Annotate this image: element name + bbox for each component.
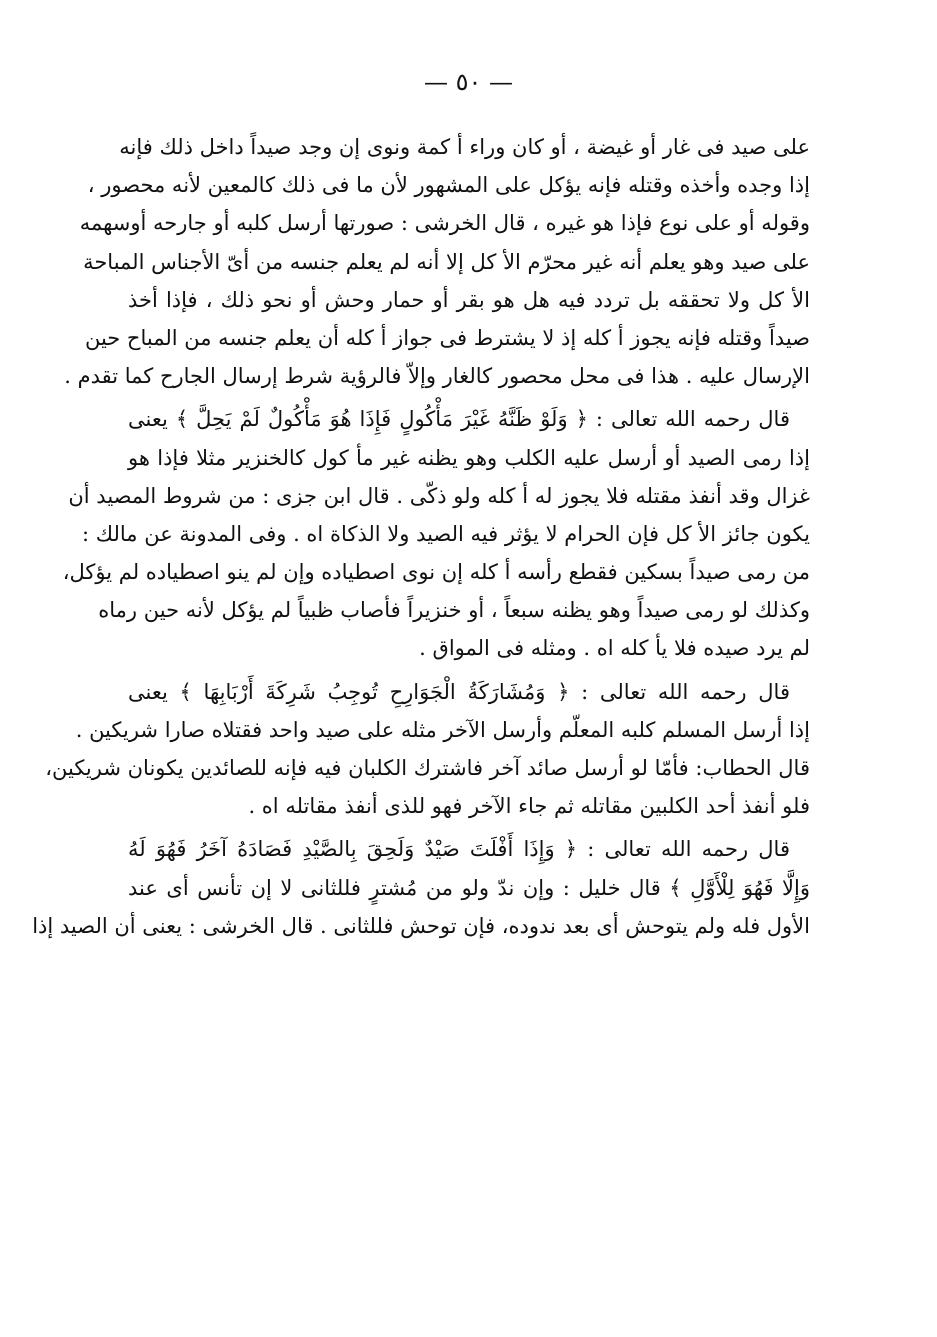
text-line: قال رحمه الله تعالى : ﴿ وَإِذَا أَفْلَتَ صَيْدٌ وَلَحِقَ بِالصَّيْدِ فَصَادَهُ آخَرُ فَهُوَ لَهُ xyxy=(128,837,790,862)
text-line: الأول فله ولم يتوحش أى بعد ندوده، فإن توحش فللثانى . قال الخرشى : يعنى أن الصيد إذا xyxy=(32,913,810,938)
text-line: يكون جائز الأ كل فإن الحرام لا يؤثر فيه الصيد ولا الذكاة اه . وفى المدونة عن مالك : xyxy=(82,521,810,546)
text-line: وكذلك لو رمى صيداً وهو يظنه سبعاً ، أو خنزيراً فأصاب ظبياً لم يؤكل لأنه حين رماه xyxy=(98,598,810,623)
paragraph-2 xyxy=(62,400,810,667)
text-line: الإرسال عليه . هذا فى محل محصور كالغار وإلاّ فالرؤية شرط إرسال الجارح كما تقدم . xyxy=(64,364,810,389)
paragraph-4 xyxy=(32,830,810,945)
text-line: غزال وقد أنفذ مقتله فلا يجوز له أ كله ولو ذكّى . قال ابن جزى : من شروط المصيد أن xyxy=(68,483,810,508)
text-line: قال رحمه الله تعالى : ﴿ وَمُشَارَكَةُ الْجَوَارِحِ تُوجِبُ شَرِكَةَ أَرْبَابِهَا ﴾ يعنى xyxy=(128,679,790,704)
text-line: وَإِلَّا فَهُوَ لِلْأَوَّلِ ﴾ قال خليل : وإن ندّ ولو من مُشترٍ فللثانى لا إن تأنس أى عند xyxy=(128,875,810,900)
paragraph-3 xyxy=(45,673,810,826)
text-line: لم يرد صيده فلا يأ كله اه . ومثله فى المواق . xyxy=(419,636,810,661)
text-line: قال رحمه الله تعالى : ﴿ وَلَوْ ظَنَّهُ غَيْرَ مَأْكُولٍ فَإِذَا هُوَ مَأْكُولٌ لَمْ يَحِلَّ ﴾ يعنى xyxy=(128,407,790,432)
page-body xyxy=(32,128,810,945)
paragraph-1 xyxy=(64,128,810,395)
text-line: إذا رمى الصيد أو أرسل عليه الكلب وهو يظنه غير مأ كول كالخنزير مثلا فإذا هو xyxy=(128,445,810,470)
page-number: — ٥٠ — xyxy=(423,68,514,96)
text-line: إذا وجده وأخذه وقتله فإنه يؤكل على المشهور لأن ما فى ذلك كالمعين لأنه محصور ، xyxy=(87,173,810,198)
text-line: على صيد وهو يعلم أنه غير محرّم الأ كل إلا أنه لم يعلم جنسه من أىّ الأجناس المباحة xyxy=(83,249,810,274)
text-line: إذا أرسل المسلم كلبه المعلّم وأرسل الآخر مثله على صيد واحد فقتلاه صارا شريكين . xyxy=(75,717,810,742)
text-line: صيداً وقتله فإنه يجوز أ كله إذ لا يشترط فى جواز أ كله أن يعلم جنسه من المباح حين xyxy=(84,325,810,350)
text-line: على صيد فى غار أو غيضة ، أو كان وراء أ كمة ونوى إن وجد صيداً داخل ذلك فإنه xyxy=(119,135,810,159)
text-line: فلو أنفذ أحد الكلبين مقاتله ثم جاء الآخر فهو للذى أنفذ مقاتله اه . xyxy=(248,794,810,819)
text-line: وقوله أو على نوع فإذا هو غيره ، قال الخرشى : صورتها أرسل كلبه أو جارحه أوسهمه xyxy=(79,211,810,236)
text-line: قال الحطاب: فأمّا لو أرسل صائد آخر فاشترك الكلبان فيه فإنه للصائدين يكونان شريكين، xyxy=(45,756,810,780)
text-line: الأ كل ولا تحققه بل تردد فيه هل هو بقر أو حمار وحش أو نحو ذلك ، فإذا أخذ xyxy=(128,287,810,312)
text-line: من رمى صيداً بسكين فقطع رأسه أ كله إن نوى اصطياده وإن لم ينو اصطياده لم يؤكل، xyxy=(62,560,810,585)
